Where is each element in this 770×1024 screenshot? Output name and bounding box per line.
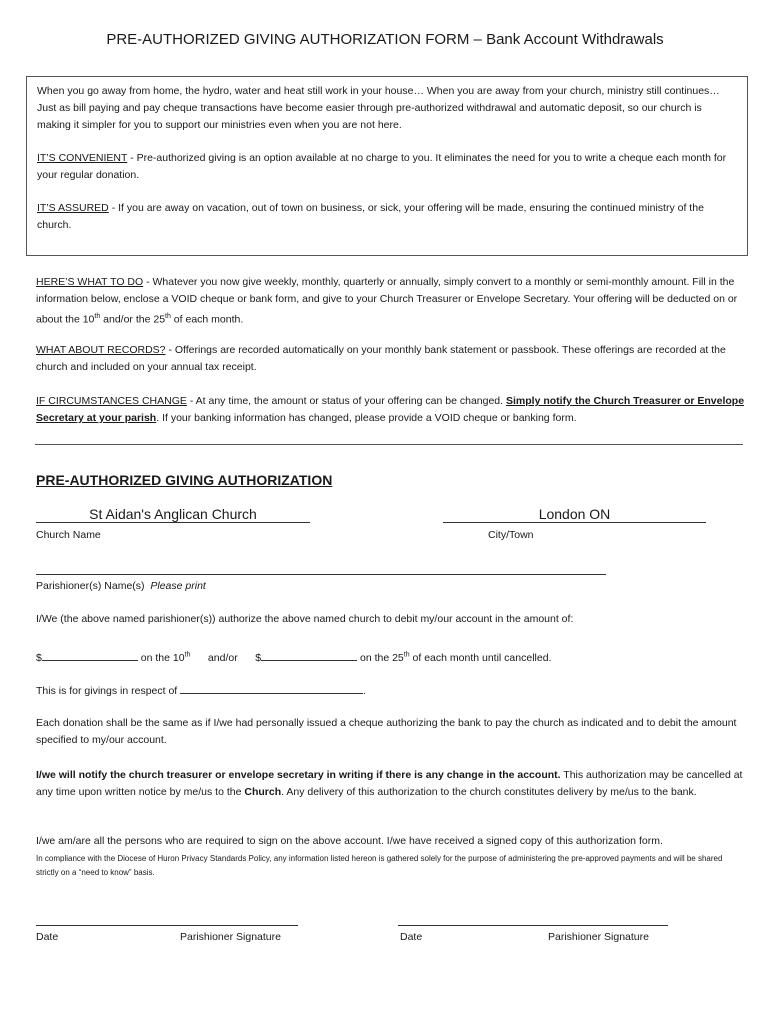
what-heading: HERE’S WHAT TO DO xyxy=(36,276,144,288)
records-paragraph xyxy=(36,342,746,376)
superscript: th xyxy=(403,651,410,659)
dollar-sign: $ xyxy=(255,652,262,664)
divider xyxy=(35,444,743,445)
church-name-field[interactable]: St Aidan's Anglican Church xyxy=(36,506,310,523)
date-label-1: Date xyxy=(36,931,59,943)
signature-line-1[interactable] xyxy=(36,925,298,926)
respect-end: . xyxy=(363,685,367,697)
parishioner-label xyxy=(36,580,206,592)
assured-text: - If you are away on vacation, out of town on business, or sick, your offering will be made, ensuring the continued ministry of the church. xyxy=(37,202,704,231)
superscript: th xyxy=(184,651,191,659)
on-25th-text: on the 25 xyxy=(357,652,404,664)
date-label-2: Date xyxy=(400,931,423,943)
notify-bold: I/we will notify the church treasurer or envelope secretary in writing if there is any change in the account. xyxy=(36,769,561,781)
church-name-label: Church Name xyxy=(36,529,101,541)
records-heading: WHAT ABOUT RECORDS? xyxy=(36,344,166,356)
parishioner-label-text: Parishioner(s) Name(s) xyxy=(36,580,145,592)
what-text: of each month. xyxy=(170,313,244,326)
amount-10th-field[interactable] xyxy=(42,649,138,661)
each-donation-paragraph: Each donation shall be the same as if I/we had personally issued a cheque authorizing the bank to pay the church as indicated and to debit the amount specified to my/our account. xyxy=(36,717,737,746)
signature-line-2[interactable] xyxy=(398,925,668,926)
convenient-paragraph xyxy=(37,150,737,184)
signature-label-2: Parishioner Signature xyxy=(548,931,649,943)
what-text: and/or the 25 xyxy=(100,313,166,326)
superscript: th xyxy=(94,313,101,320)
amount-25th-field[interactable] xyxy=(261,649,357,661)
section-title: PRE-AUTHORIZED GIVING AUTHORIZATION xyxy=(36,472,333,488)
signature-label-1: Parishioner Signature xyxy=(180,931,281,943)
notify-text: This authorization may be cancelled at any time upon written notice by me/us to the xyxy=(36,769,743,798)
respect-line xyxy=(36,682,366,697)
persons-text: I/we am/are all the persons who are required to sign on the above account. I/we have received a signed copy of this authorization form. xyxy=(36,835,663,847)
authorize-text: I/We (the above named parishioner(s)) authorize the above named church to debit my/our account in the amount of: xyxy=(36,613,574,625)
notify-paragraph xyxy=(36,767,746,801)
assured-heading: IT’S ASSURED xyxy=(37,202,109,214)
change-text: - At any time, the amount or status of your offering can be changed. xyxy=(186,395,506,407)
city-field[interactable]: London ON xyxy=(443,506,706,523)
what-text: - Whatever you now give weekly, monthly, quarterly or annually, simply convert to a monthly or semi-monthly amount. Fill in the information below, enclose a VOID cheque or bank form, and give to your Church Treasurer or Envelope Secretary. Your offering will be deducted on or about the 10 xyxy=(36,276,738,326)
privacy-text: In compliance with the Diocese of Huron Privacy Standards Policy, any information listed hereon is gathered solely for the purpose of administering the pre-approved payments and will be shared strictly on a “need to know” basis. xyxy=(36,854,723,877)
superscript: th xyxy=(165,313,171,320)
assured-paragraph xyxy=(37,200,737,234)
intro-box xyxy=(26,76,748,256)
page-title: PRE-AUTHORIZED GIVING AUTHORIZATION FORM – Bank Account Withdrawals xyxy=(106,31,664,48)
change-heading: IF CIRCUMSTANCES CHANGE xyxy=(36,395,187,407)
what-to-do-paragraph xyxy=(36,274,746,329)
city-label: City/Town xyxy=(488,529,534,541)
until-cancelled-text: of each month until cancelled. xyxy=(409,652,552,664)
change-bold-text: Simply notify the Church Treasurer or Envelope Secretary at your parish xyxy=(36,395,745,424)
amount-line xyxy=(36,649,551,664)
convenient-heading: IT’S CONVENIENT xyxy=(37,152,128,164)
parishioner-name-field[interactable] xyxy=(36,560,606,575)
circumstances-paragraph xyxy=(36,393,746,427)
on-10th-text: on the 10 xyxy=(137,652,185,664)
intro-paragraph: When you go away from home, the hydro, water and heat still work in your house… When you are away from your church, ministry still continues… Just as bill paying and pay cheque transactions have become easier through pre-authorized withdrawal and automatic deposit, so our church is making it simpler for you to support our ministries even when you are not here. xyxy=(37,85,720,131)
records-text: - Offerings are recorded automatically on your monthly bank statement or passbook. These offerings are recorded at the church and included on your annual tax receipt. xyxy=(36,344,726,373)
notify-church: Church xyxy=(244,786,282,798)
and-or-text: and/or xyxy=(207,652,238,664)
respect-text: This is for givings in respect of xyxy=(36,685,181,697)
dollar-sign: $ xyxy=(36,652,42,664)
respect-field[interactable] xyxy=(180,682,363,694)
change-text: . If your banking information has changed, please provide a VOID cheque or banking form. xyxy=(156,412,577,424)
convenient-text: - Pre-authorized giving is an option available at no charge to you. It eliminates the need for you to write a cheque each month for your regular donation. xyxy=(37,152,727,181)
parishioner-hint: Please print xyxy=(150,580,206,592)
notify-text: . Any delivery of this authorization to the church constitutes delivery by me/us to the bank. xyxy=(281,786,697,798)
